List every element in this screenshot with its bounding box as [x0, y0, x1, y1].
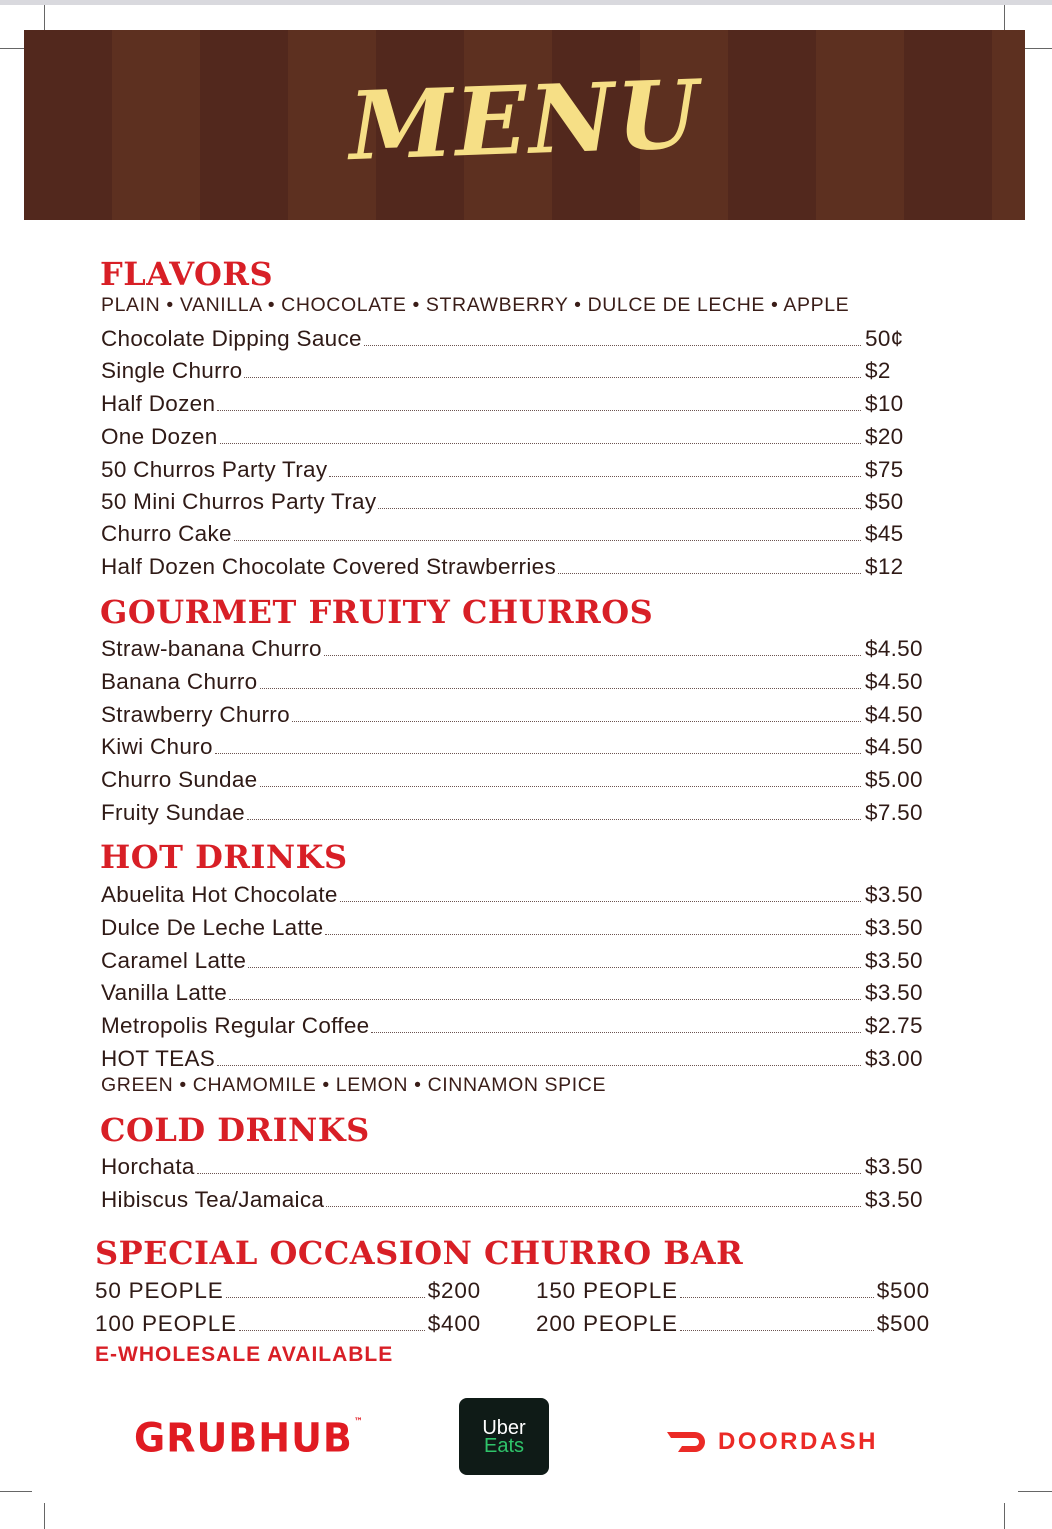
item-name: One Dozen: [101, 424, 218, 449]
item-price: $4.50: [865, 669, 923, 694]
option-price: $500: [876, 1311, 930, 1336]
item-name: Straw-banana Churro: [101, 636, 322, 661]
item-price: $3.50: [865, 1187, 923, 1212]
dot-leader: [248, 967, 861, 968]
menu-item: [101, 665, 935, 695]
item-name: Dulce De Leche Latte: [101, 915, 324, 940]
menu-item: [101, 322, 913, 352]
tea-flavors-list: GREEN • CHAMOMILE • LEMON • CINNAMON SPICE: [101, 1074, 607, 1096]
menu-item: [101, 387, 935, 417]
dot-leader: [197, 1173, 861, 1174]
item-name: HOT TEAS: [101, 1046, 216, 1071]
churro-bar-option: [536, 1274, 930, 1304]
item-price: $3.50: [865, 948, 923, 973]
item-price: $45: [865, 521, 904, 546]
dot-leader: [220, 443, 861, 444]
dot-leader: [239, 1330, 425, 1331]
item-price: $10: [865, 391, 904, 416]
page-top-edge: [0, 0, 1052, 5]
item-name: Strawberry Churro: [101, 702, 290, 727]
item-name: Single Churro: [101, 358, 243, 383]
option-price: $400: [427, 1311, 481, 1336]
menu-item: [101, 796, 935, 826]
dot-leader: [217, 1065, 861, 1066]
dot-leader: [326, 1206, 861, 1207]
dot-leader: [329, 476, 861, 477]
dot-leader: [217, 410, 861, 411]
item-name: Fruity Sundae: [101, 800, 245, 825]
item-name: Banana Churro: [101, 669, 258, 694]
dot-leader: [229, 999, 861, 1000]
menu-item: [101, 1009, 935, 1039]
item-price: $20: [865, 424, 904, 449]
menu-title: MENU: [346, 59, 703, 183]
wholesale-notice: E-WHOLESALE AVAILABLE: [95, 1343, 394, 1366]
doordash-dash-icon: [666, 1429, 710, 1455]
item-price: $2.75: [865, 1013, 923, 1038]
item-name: Half Dozen Chocolate Covered Strawberries: [101, 554, 557, 579]
menu-item: [101, 632, 935, 662]
menu-item: [101, 1042, 935, 1072]
item-price: $12: [865, 554, 904, 579]
item-name: Churro Sundae: [101, 767, 258, 792]
section-title-fruity-churros: GOURMET FRUITY CHURROS: [100, 593, 654, 631]
item-name: Metropolis Regular Coffee: [101, 1013, 370, 1038]
menu-header-banner: [24, 30, 1025, 220]
item-name: Abuelita Hot Chocolate: [101, 882, 338, 907]
menu-item: [101, 911, 935, 941]
menu-item: [101, 485, 935, 515]
item-price: $4.50: [865, 702, 923, 727]
item-name: 50 Mini Churros Party Tray: [101, 489, 377, 514]
item-price: $7.50: [865, 800, 923, 825]
menu-item: [101, 1183, 935, 1213]
option-people: 200 PEOPLE: [536, 1311, 678, 1336]
dot-leader: [260, 786, 862, 787]
trademark-symbol: ™: [353, 1417, 364, 1428]
crop-mark: [44, 1503, 45, 1529]
item-name: Vanilla Latte: [101, 980, 228, 1005]
dot-leader: [244, 377, 861, 378]
item-price: $75: [865, 457, 904, 482]
menu-item: [101, 517, 935, 547]
dot-leader: [292, 721, 861, 722]
item-price: $2: [865, 358, 891, 383]
grubhub-wordmark: GRUBHUB: [134, 1414, 353, 1462]
item-price: $3.00: [865, 1046, 923, 1071]
doordash-wordmark: DOORDASH: [718, 1428, 879, 1455]
menu-item: [101, 354, 935, 384]
dot-leader: [558, 573, 861, 574]
flavors-list: PLAIN • VANILLA • CHOCOLATE • STRAWBERRY • DULCE DE LECHE • APPLE: [101, 294, 850, 316]
menu-item: [101, 550, 935, 580]
churro-bar-option: [95, 1274, 481, 1304]
dot-leader: [371, 1032, 861, 1033]
uber-eats-logo: [459, 1398, 549, 1475]
dot-leader: [340, 901, 861, 902]
menu-item: [101, 976, 935, 1006]
section-title-cold-drinks: COLD DRINKS: [100, 1111, 370, 1149]
item-price: $4.50: [865, 636, 923, 661]
item-price: $5.00: [865, 767, 923, 792]
menu-item: [101, 763, 935, 793]
menu-item: [101, 453, 935, 483]
dot-leader: [680, 1297, 874, 1298]
dot-leader: [325, 934, 861, 935]
item-price: $4.50: [865, 734, 923, 759]
dot-leader: [378, 508, 861, 509]
menu-item: [101, 878, 935, 908]
item-price: $3.50: [865, 915, 923, 940]
option-price: $200: [427, 1278, 481, 1303]
dot-leader: [364, 345, 861, 346]
menu-item: [101, 698, 935, 728]
uber-eats-line1: Uber: [482, 1416, 526, 1439]
menu-item: [101, 1150, 935, 1180]
menu-item: [101, 420, 935, 450]
menu-item: [101, 730, 935, 760]
dot-leader: [680, 1330, 874, 1331]
item-price: $50: [865, 489, 904, 514]
option-price: $500: [876, 1278, 930, 1303]
item-name: Kiwi Churo: [101, 734, 213, 759]
dot-leader: [215, 753, 861, 754]
option-people: 100 PEOPLE: [95, 1311, 237, 1336]
option-people: 50 PEOPLE: [95, 1278, 224, 1303]
item-name: Hibiscus Tea/Jamaica: [101, 1187, 325, 1212]
option-people: 150 PEOPLE: [536, 1278, 678, 1303]
item-name: Horchata: [101, 1154, 195, 1179]
item-name: Half Dozen: [101, 391, 216, 416]
uber-eats-line2: Eats: [483, 1434, 525, 1457]
item-name: Caramel Latte: [101, 948, 247, 973]
crop-mark: [0, 1491, 32, 1492]
crop-mark: [1018, 1491, 1052, 1492]
doordash-logo: [666, 1428, 878, 1456]
churro-bar-option: [536, 1307, 930, 1337]
dot-leader: [226, 1297, 425, 1298]
item-name: Chocolate Dipping Sauce: [101, 326, 362, 351]
dot-leader: [260, 688, 862, 689]
item-name: Churro Cake: [101, 521, 232, 546]
crop-mark: [1004, 1503, 1005, 1529]
section-title-hot-drinks: HOT DRINKS: [100, 838, 348, 876]
item-price: $3.50: [865, 882, 923, 907]
dot-leader: [234, 540, 861, 541]
section-title-flavors: FLAVORS: [100, 255, 274, 293]
item-price: $3.50: [865, 980, 923, 1005]
item-price: $3.50: [865, 1154, 923, 1179]
churro-bar-option: [95, 1307, 481, 1337]
item-price: 50¢: [865, 326, 904, 351]
dot-leader: [247, 819, 861, 820]
grubhub-logo: [134, 1414, 364, 1462]
menu-item: [101, 944, 935, 974]
dot-leader: [324, 655, 861, 656]
section-title-churro-bar: SPECIAL OCCASION CHURRO BAR: [95, 1234, 744, 1272]
item-name: 50 Churros Party Tray: [101, 457, 328, 482]
